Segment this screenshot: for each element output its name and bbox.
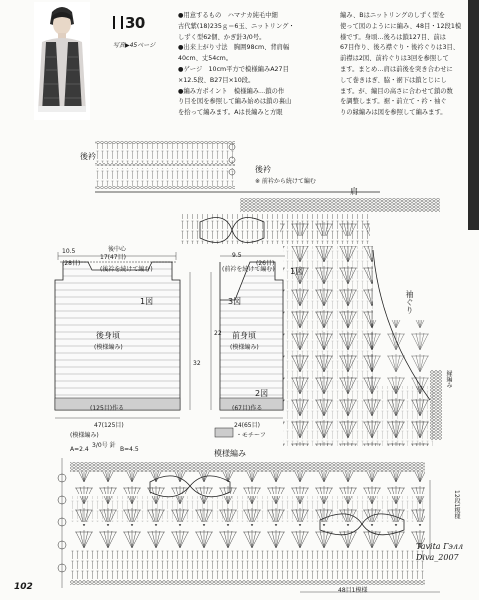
instruction-line: しずく型62個、かぎ針3/0号。 [178, 33, 266, 41]
dim-105: 10.5 [62, 248, 76, 255]
instruction-line: り目を図を参照して編み始めは鎖の裏山 [178, 98, 292, 106]
collar-note: ※ 前衿から続けて編む [255, 178, 316, 185]
instruction-line: 古代紫(18)235ｇ＝6玉、ニットリング・ [178, 22, 295, 30]
instruction-line: 様です。身頃…後ろは鎖127目、前は [340, 33, 446, 41]
instruction-line: ●編み方ポイント 模様編み…鎖の作 [178, 87, 285, 95]
pattern-number: 30 [113, 14, 145, 32]
instruction-line: を調整します。裾・前立て・衿・袖ぐ [340, 98, 447, 106]
dim-95: 9.5 [232, 252, 242, 259]
back-collar-chart [95, 141, 380, 192]
stitches-per-repeat: 48目1模様 [338, 587, 368, 594]
dim-22: 22 [214, 330, 222, 337]
back-body-label: 後身頃 [96, 331, 120, 340]
back-cast-on: (125目)作る [90, 405, 125, 412]
shoulder-chart [180, 198, 440, 244]
instruction-line: して巻きはぎ、脇・裾下は鎖とじにし [340, 76, 447, 84]
signature-line-1: Tavita Гэлл [416, 542, 464, 551]
dim-32: 32 [193, 360, 201, 367]
motif-legend-label: ・モチーフ [236, 432, 266, 439]
dim-47: 17(47目) [100, 254, 126, 261]
instruction-line: ×12.5段、B27目×10段。 [178, 76, 255, 84]
dim-47cm: 47(125目) [94, 422, 124, 429]
instruction-line: ます。まとめ…肩は前後を突き合わせに [340, 65, 453, 73]
front-body-label: 前身頃 [232, 331, 256, 340]
instruction-line: を拾って編みます。Aは長編みと方眼 [178, 109, 283, 117]
armhole-label: 袖ぐり [405, 290, 414, 314]
repeat-b-dim: B=4.5 [120, 446, 139, 453]
dim-26: (26目) [256, 260, 275, 267]
instruction-line: ●ゲージ 10cm平方で模様編みA27目 [178, 65, 289, 73]
instruction-line: 67目作り、後ろ襟ぐり・後衿ぐりは3目、 [340, 44, 460, 52]
back-body-stitch: (模様編み) [94, 344, 123, 351]
back-collar-label-2: 後衿 [255, 165, 271, 174]
dim-24: 24(65目) [234, 422, 260, 429]
front-cast-on: (67目)作る [232, 405, 263, 412]
figure-1-label: 1図 [290, 267, 304, 276]
figure-3-inset: 3図 [228, 297, 242, 306]
instruction-line: 使って図のようにに編み、48目・12段1模 [340, 22, 462, 30]
bottom-pattern-chart [58, 458, 440, 592]
instruction-line: 編み、Bはニットリングのしずく型を [340, 12, 446, 19]
figure-1-inset: 1図 [140, 297, 154, 306]
instruction-line: 前襟は2図、前衿ぐりは3回を参照して [340, 55, 449, 63]
instruction-line: りの縁編みは図を参照して編みます。 [340, 109, 447, 117]
instruction-line: 40cm、丈54cm。 [178, 55, 233, 63]
back-center-label: 後中心 [108, 246, 127, 253]
edging-label: 縁編み [445, 370, 452, 388]
page-number: 102 [14, 582, 33, 592]
dim-28: (28目) [62, 260, 81, 267]
motif-legend-swatch [215, 428, 233, 437]
signature-line-2: Diva_2007 [416, 553, 459, 562]
figure-2-inset: 2図 [255, 389, 269, 398]
pattern-stitch-label: 模様編み [214, 449, 246, 458]
back-collar-note: (後衿を続けて編む) [100, 266, 153, 273]
photo-reference: 写真▶45ページ [113, 42, 156, 49]
repeat-a-dim: A=2.4 [70, 446, 89, 453]
bottom-stitch-label: (模様編み) [70, 432, 99, 439]
armhole-chart [283, 246, 442, 446]
signature [416, 541, 463, 563]
hook-size: 3/0号 針 [92, 442, 116, 449]
instruction-line: ●出来上がり寸法 胸囲98cm、背肩幅 [178, 44, 290, 52]
back-collar-label: 後衿 [80, 152, 96, 161]
instruction-line: ●用意するもの ハマナカ純毛中細 [178, 12, 278, 19]
front-body-stitch: (模様編み) [230, 344, 259, 351]
front-collar-note: (前衿を続けて編む) [222, 266, 275, 273]
shoulder-label: 肩 [350, 187, 358, 196]
rows-per-repeat: 12段1模様 [453, 490, 460, 520]
instruction-line: ます。が、編目の高さに合わせて鎖の数 [340, 87, 453, 95]
